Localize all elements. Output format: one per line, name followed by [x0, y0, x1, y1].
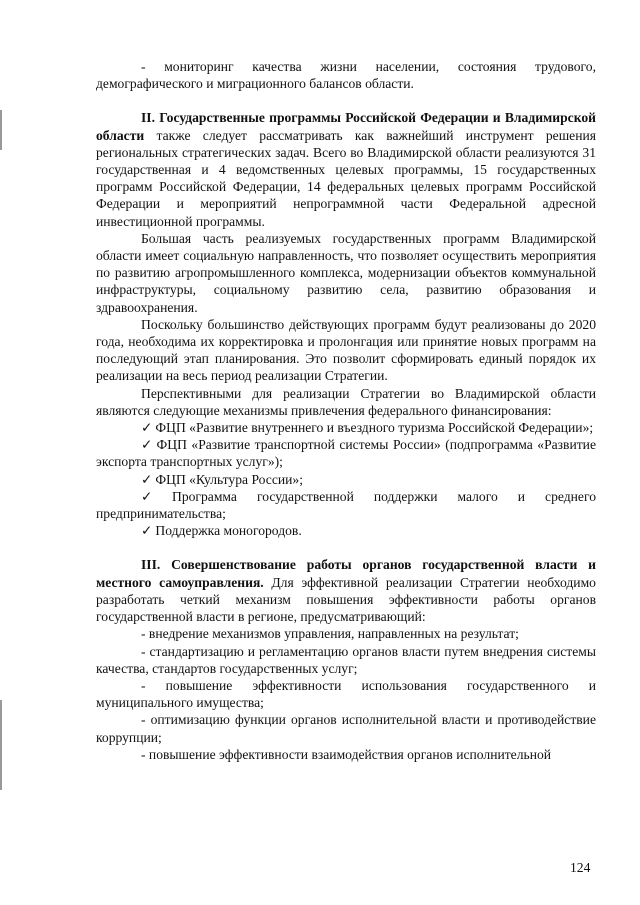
checkmark-icon: ✓: [141, 488, 169, 504]
checkmark-icon: ✓: [141, 420, 153, 436]
section-2-text: также следует рассматривать как важнейший инструмент решения региональных стратегических задач. Всего во Владимирской области реализуются 31 государственная и 4 ведомственных целевых программы, 15 государственных программ Российской Федерации, 14 федеральных целевых программ Российской Федерации и мероприятий непрограммной части Федеральной адресной инвестиционной программы.: [96, 127, 596, 229]
scan-edge-mark: [0, 700, 2, 790]
list-item: [96, 471, 596, 488]
section-3-text: Для эффективной реализации Стратегии необходимо разработать четкий механизм повышения эффективности работы органов государственной власти в регионе, предусматривающий:: [96, 574, 596, 625]
list-item: - внедрение механизмов управления, направленных на результат;: [141, 626, 519, 642]
list-item-text: Поддержка моногородов.: [155, 523, 302, 539]
scan-edge-mark: [0, 110, 2, 150]
list-item: [96, 419, 596, 436]
paragraph-monitoring: - мониторинг качества жизни населении, состояния трудового, демографического и миграционного балансов области.: [96, 59, 596, 92]
section-2-heading: II. Государственные программы Российской Федерации и Владимирской области: [96, 110, 596, 143]
list-item: [96, 436, 596, 470]
section-2-paragraph: [96, 109, 596, 229]
list-item-text: ФЦП «Культура России»;: [155, 471, 304, 487]
list-item: - оптимизацию функции органов исполнительной власти и противодействие коррупции;: [96, 712, 596, 745]
checkmark-icon: ✓: [141, 471, 153, 487]
section-3-heading: III. Совершенствование работы органов государственной власти и местного самоуправления.: [96, 557, 596, 590]
list-item: [96, 522, 596, 539]
list-item-text: ФЦП «Развитие транспортной системы России» (подпрограмма «Развитие экспорта транспортных услуг»);: [96, 437, 596, 470]
page-number: 124: [570, 860, 591, 875]
list-item: - повышение эффективности использования государственного и муниципального имущества;: [96, 677, 596, 711]
document-body: [96, 58, 596, 763]
paragraph-federal-mechanisms: Перспективными для реализации Стратегии во Владимирской области являются следующие механизмы привлечения федерального финансирования:: [96, 385, 596, 418]
paragraph-program-renewal: Поскольку большинство действующих программ будут реализованы до 2020 года, необходима их корректировка и пролонгация или принятие новых программ на последующий этап планирования. Это позволит сформировать единый порядок их реализации на весь период реализации Стратегии.: [96, 316, 596, 384]
list-item: - стандартизацию и регламентацию органов власти путем внедрения системы качества, стандартов государственных услуг;: [96, 643, 596, 676]
list-item: [96, 488, 596, 522]
list-item: - повышение эффективности взаимодействия органов исполнительной: [141, 746, 552, 762]
paragraph-social-programs: Большая часть реализуемых государственных программ Владимирской области имеет социальную направленность, что позволяет осуществить мероприятия по развитию агропромышленного комплекса, модернизации объектов коммунальной инфраструктуры, социальному развитию села, развитию образования и здравоохранения.: [96, 230, 596, 315]
checkmark-icon: ✓: [141, 437, 154, 453]
section-3-paragraph: [96, 556, 596, 625]
checkmark-icon: ✓: [141, 523, 153, 539]
list-item-text: Программа государственной поддержки малого и среднего предпринимательства;: [96, 488, 596, 522]
list-item-text: ФЦП «Развитие внутреннего и въездного туризма Российской Федерации»;: [155, 420, 594, 436]
